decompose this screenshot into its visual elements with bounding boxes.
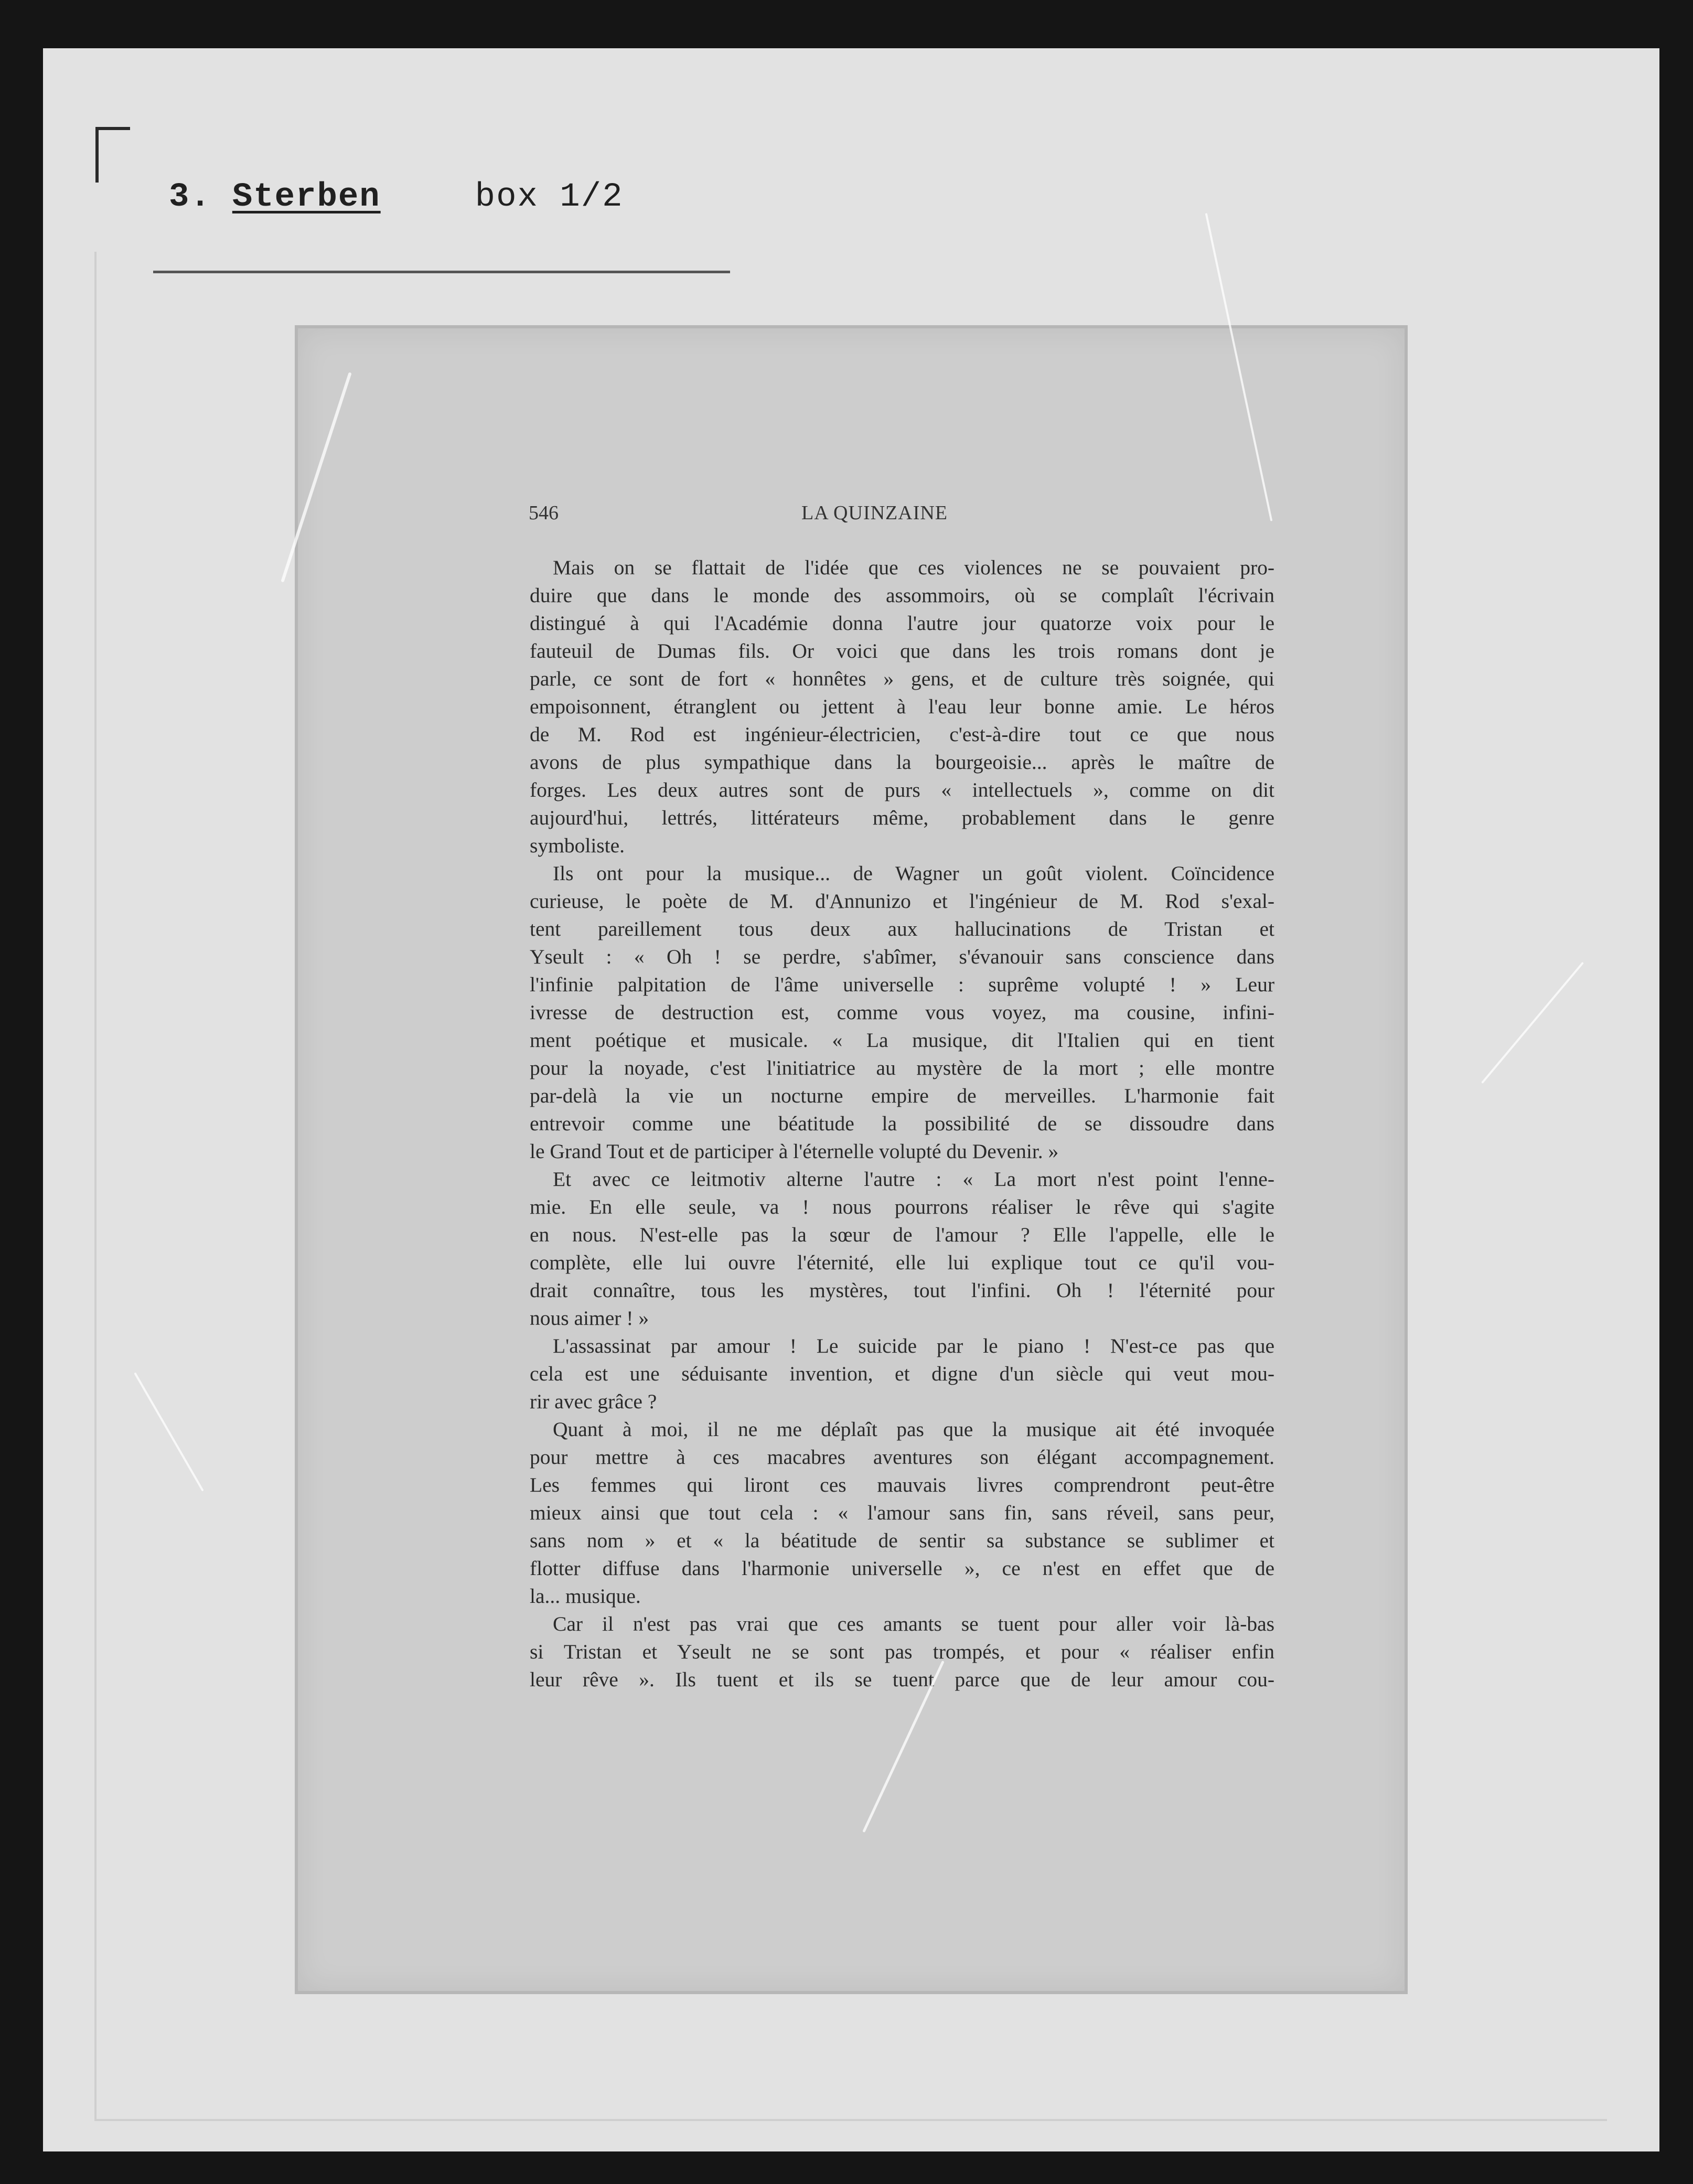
text-line: Car il n'est pas vrai que ces amants se tuent pour aller voir là-bas xyxy=(553,1612,1274,1635)
text-line: l'infinie palpitation de l'âme universelle : suprême volupté ! » Leur xyxy=(530,973,1274,996)
text-line: cela est une séduisante invention, et digne d'un siècle qui veut mou- xyxy=(530,1362,1274,1385)
text-line: pour mettre à ces macabres aventures son élégant accompagnement. xyxy=(530,1446,1274,1469)
text-line: aujourd'hui, lettrés, littérateurs même, probablement dans le genre xyxy=(530,806,1274,829)
text-line: la... musique. xyxy=(530,1585,641,1608)
text-line: rir avec grâce ? xyxy=(530,1390,657,1413)
text-line: mie. En elle seule, va ! nous pourrons réaliser le rêve qui s'agite xyxy=(530,1195,1274,1218)
text-line: ment poétique et musicale. « La musique, dit l'Italien qui en tient xyxy=(530,1029,1274,1052)
text-line: drait connaître, tous les mystères, tout l'infini. Oh ! l'éternité pour xyxy=(530,1279,1274,1302)
text-line: parle, ce sont de fort « honnêtes » gens, et de culture très soignée, qui xyxy=(530,667,1274,690)
card-number: 3. xyxy=(169,178,211,216)
text-line: le Grand Tout et de participer à l'éternelle volupté du Devenir. » xyxy=(530,1140,1059,1163)
text-line: L'assassinat par amour ! Le suicide par le piano ! N'est-ce pas que xyxy=(553,1334,1274,1357)
text-line: avons de plus sympathique dans la bourgeoisie... après le maître de xyxy=(530,751,1274,774)
text-line: curieuse, le poète de M. d'Annunizo et l'ingénieur de M. Rod s'exal- xyxy=(530,890,1274,913)
text-line: distingué à qui l'Académie donna l'autre jour quatorze voix pour le xyxy=(530,612,1274,635)
text-line: forges. Les deux autres sont de purs « intellectuels », comme on dit xyxy=(530,778,1274,801)
text-line: duire que dans le monde des assommoirs, où se complaît l'écrivain xyxy=(530,584,1274,607)
text-line: leur rêve ». Ils tuent et ils se tuent parce que de leur amour cou- xyxy=(530,1668,1274,1691)
text-line: de M. Rod est ingénieur-électricien, c'est-à-dire tout ce que nous xyxy=(530,723,1274,746)
text-line: flotter diffuse dans l'harmonie universelle », ce n'est en effet que de xyxy=(530,1557,1274,1580)
box-label: box 1/2 xyxy=(475,178,624,216)
page-body-text xyxy=(530,554,1274,1694)
text-line: Les femmes qui liront ces mauvais livres comprendront peut-être xyxy=(530,1473,1274,1496)
card-header xyxy=(169,178,624,216)
text-line: si Tristan et Yseult ne se sont pas trompés, et pour « réaliser enfin xyxy=(530,1640,1274,1663)
text-line: tent pareillement tous deux aux hallucinations de Tristan et xyxy=(530,917,1274,940)
text-line: Yseult : « Oh ! se perdre, s'abîmer, s'évanouir sans conscience dans xyxy=(530,945,1274,968)
text-line: ivresse de destruction est, comme vous voyez, ma cousine, infini- xyxy=(530,1001,1274,1024)
text-line: mieux ainsi que tout cela : « l'amour sans fin, sans réveil, sans peur, xyxy=(530,1501,1274,1524)
book-page xyxy=(295,325,1408,1994)
text-line: empoisonnent, étranglent ou jettent à l'eau leur bonne amie. Le héros xyxy=(530,695,1274,718)
text-line: complète, elle lui ouvre l'éternité, elle lui explique tout ce qu'il vou- xyxy=(530,1251,1274,1274)
page-number: 546 xyxy=(529,502,559,524)
text-line: pour la noyade, c'est l'initiatrice au mystère de la mort ; elle montre xyxy=(530,1056,1274,1079)
text-line: sans nom » et « la béatitude de sentir sa substance se sublimer et xyxy=(530,1529,1274,1552)
text-line: symboliste. xyxy=(530,834,625,857)
text-line: en nous. N'est-elle pas la sœur de l'amour ? Elle l'appelle, elle le xyxy=(530,1223,1274,1246)
corner-crop-mark xyxy=(95,127,130,183)
text-line: nous aimer ! » xyxy=(530,1307,649,1330)
text-line: Quant à moi, il ne me déplaît pas que la musique ait été invoquée xyxy=(553,1418,1274,1441)
text-line: Ils ont pour la musique... de Wagner un goût violent. Coïncidence xyxy=(553,862,1274,885)
text-line: fauteuil de Dumas fils. Or voici que dans les trois romans dont je xyxy=(530,639,1274,662)
text-line: Et avec ce leitmotiv alterne l'autre : « La mort n'est point l'enne- xyxy=(553,1168,1274,1191)
card-title: Sterben xyxy=(232,178,381,216)
text-line: par-delà la vie un nocturne empire de merveilles. L'harmonie fait xyxy=(530,1084,1274,1107)
text-line: Mais on se flattait de l'idée que ces violences ne se pouvaient pro- xyxy=(553,556,1274,579)
text-line: entrevoir comme une béatitude la possibilité de se dissoudre dans xyxy=(530,1112,1274,1135)
journal-title: LA QUINZAINE xyxy=(801,502,948,524)
